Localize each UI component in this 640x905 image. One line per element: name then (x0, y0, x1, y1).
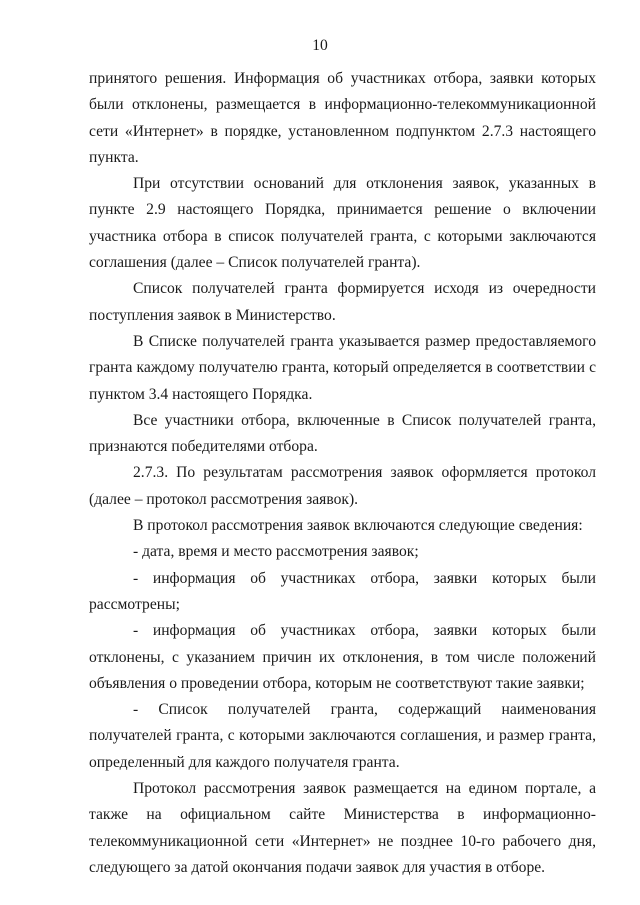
paragraph-protocol-publication: Протокол рассмотрения заявок размещается на едином портале, а также на официальном сайте Министерства в информационно-телекоммуникационной сети «Интернет» не позднее 10-го рабочего дня, следующего за датой окончания подачи заявок для участия в отборе. (89, 780, 596, 876)
paragraph-grant-amount: В Списке получателей гранта указывается размер предоставляемого гранта каждому получателю гранта, который определяется в соответствии с пунктом 3.4 настоящего Порядка. (89, 332, 596, 403)
list-item-date-time-place: - дата, время и место рассмотрения заявок; (133, 543, 419, 561)
paragraph-winners: Все участники отбора, включенные в Список получателей гранта, признаются победителями отбора. (89, 411, 596, 456)
list-item-reviewed-participants: - информация об участниках отбора, заявки которых были рассмотрены; (89, 569, 596, 613)
paragraph-continuation: принятого решения. Информация об участниках отбора, заявки которых были отклонены, размещается в информационно-телекоммуникационной сети «Интернет» в порядке, установленном подпунктом 2.7.3 настоящего пункта. (89, 70, 596, 166)
paragraph-no-grounds-for-rejection: При отсутствии оснований для отклонения заявок, указанных в пункте 2.9 настоящего Порядка, принимается решение о включении участника отбора в список получателей гранта, с которыми заключаются соглашения (далее – Список получателей гранта). (89, 175, 596, 272)
list-item-grant-recipients: - Список получателей гранта, содержащий наименования получателей гранта, с которыми заключаются соглашения, и размер гранта, определенный для каждого получателя гранта. (89, 701, 596, 771)
list-item-rejected-participants: - информация об участниках отбора, заявки которых были отклонены, с указанием причин их отклонения, в том числе положений объявления о проведении отбора, которым не соответствуют такие заявки; (89, 622, 596, 692)
paragraph-list-formation: Список получателей гранта формируется исходя из очередности поступления заявок в Министерство. (89, 280, 596, 324)
page-number: 10 (312, 37, 328, 54)
document-body (89, 66, 596, 881)
paragraph-section-2-7-3: 2.7.3. По результатам рассмотрения заявок оформляется протокол (далее – протокол рассмотрения заявок). (89, 464, 596, 508)
paragraph-protocol-contents: В протокол рассмотрения заявок включаются следующие сведения: (133, 517, 583, 535)
